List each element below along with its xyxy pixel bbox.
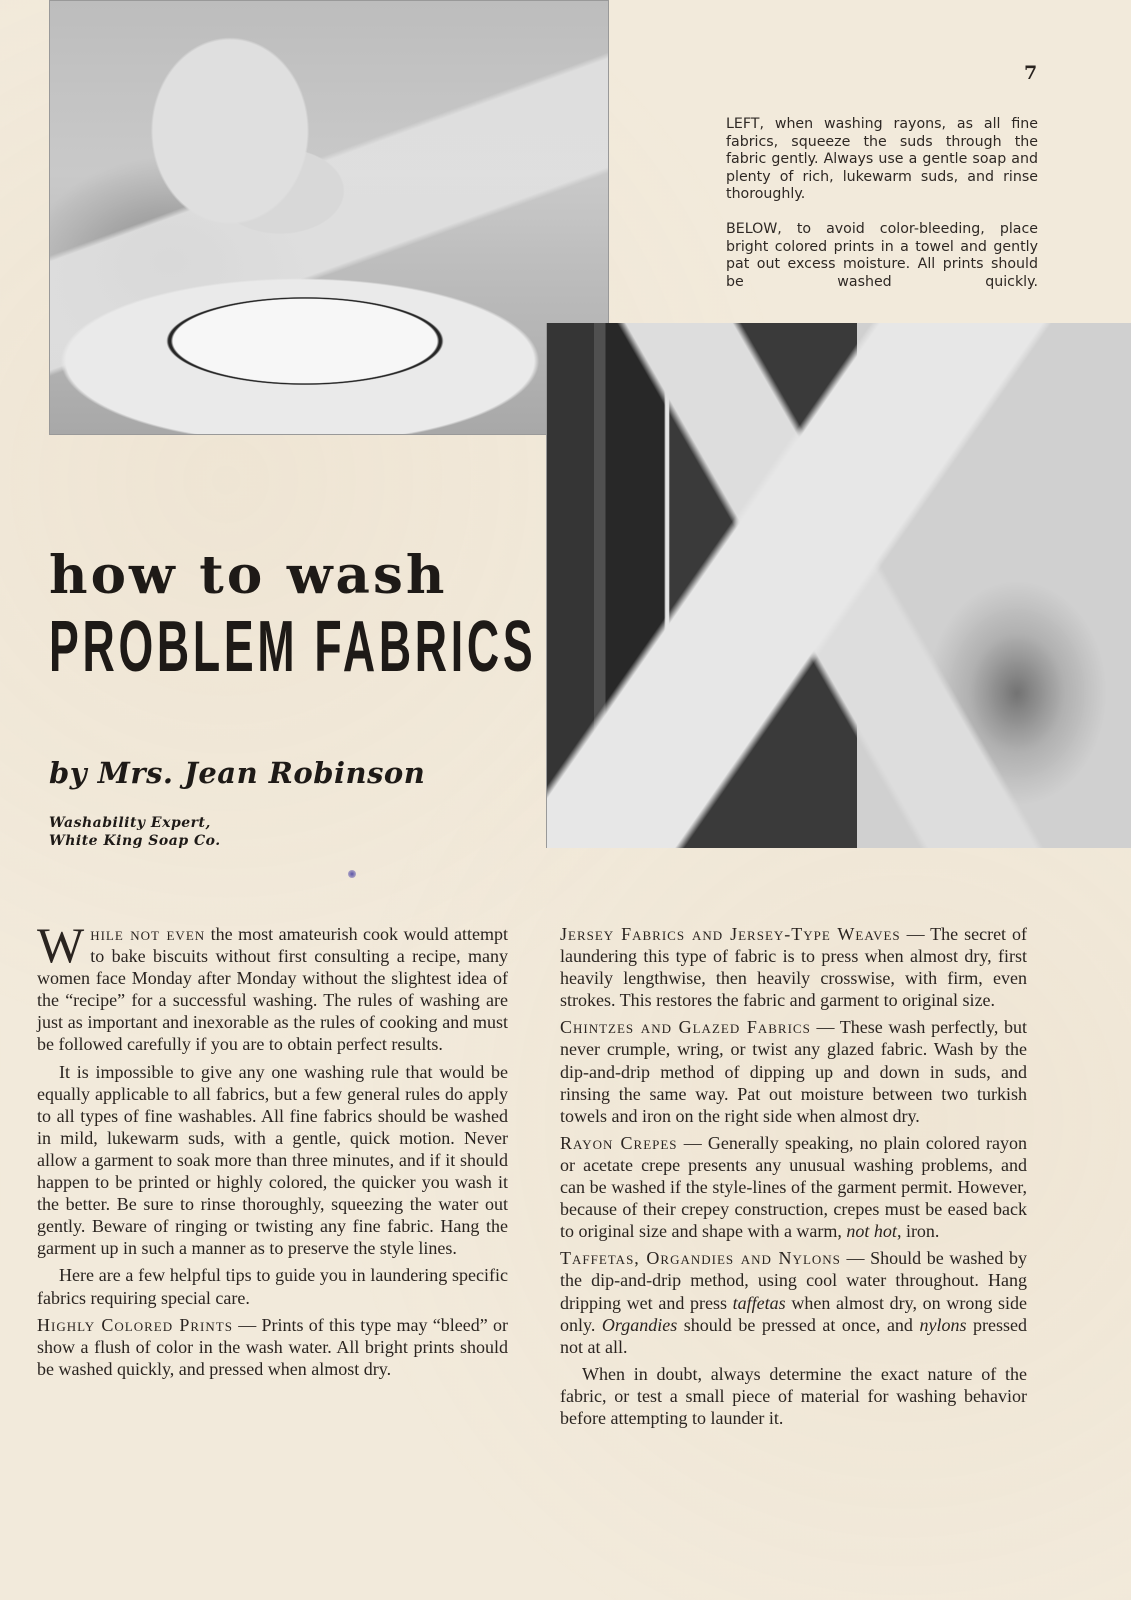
section-rayon-crepes: Rayon Crepes — Generally speaking, no plain colored rayon or acetate crepe presents any unusual washing problems, and can be washed if the style-lines of the garment permit. However, because of their crepey construction, crepes must be eased back to original size and shape with a warm, not hot, iron. bbox=[560, 1132, 1027, 1242]
paragraph-conclusion: When in doubt, always determine the exact nature of the fabric, or test a small piece of material for washing behavior before attempting to launder it. bbox=[560, 1363, 1027, 1428]
drop-cap: W bbox=[37, 917, 85, 973]
byline: by Mrs. Jean Robinson bbox=[49, 756, 426, 790]
section-heading: Chintzes and Glazed Fabrics bbox=[560, 1017, 811, 1038]
page-number: 7 bbox=[1024, 62, 1038, 84]
lead-in: hile not even bbox=[90, 924, 206, 944]
caption-left: LEFT, when washing rayons, as all fine fabrics, squeeze the suds through the fabric gently. Always use a gentle soap and plenty of rich, lukewarm suds, and rinse thoroughly. bbox=[726, 116, 1038, 203]
paragraph: While not even the most amateurish cook would attempt to bake biscuits without first consulting a recipe, many women face Monday after Monday without the slightest idea of the “recipe” for a successful washing. The rules of washing are just as important and inexorable as the rules of cooking and must be followed carefully if you are to obtain perfect results. bbox=[37, 917, 508, 1055]
body-column-left bbox=[37, 917, 508, 1385]
author-title-line-2: White King Soap Co. bbox=[49, 833, 221, 849]
photo-captions bbox=[726, 116, 1038, 291]
article-title bbox=[49, 545, 835, 687]
title-line-2: PROBLEM FABRICS bbox=[49, 607, 537, 687]
author-title bbox=[49, 814, 221, 850]
paragraph: It is impossible to give any one washing rule that would be equally applicable to all fabrics, but a few general rules do apply to all types of fine washables. All fine fabrics should be washed in mild, lukewarm suds, with a gentle, quick motion. Never allow a garment to soak more than three minutes, and if it should happen to be printed or highly colored, the quicker you wash it the better. Be sure to rinse thoroughly, squeezing the water out gently. Beware of ringing or twisting any fine fabric. Hang the garment up in such a manner as to preserve the style lines. bbox=[37, 1061, 508, 1259]
paragraph: Here are a few helpful tips to guide you in laundering specific fabrics requiring special care. bbox=[37, 1265, 508, 1308]
section-heading: Jersey Fabrics and Jersey-Type Weaves bbox=[560, 924, 901, 944]
title-line-1: how to wash bbox=[49, 545, 448, 606]
section-taffetas: Taffetas, Organdies and Nylons — Should be washed by the dip-and-drip method, using cool water throughout. Hang dripping wet and press taffetas when almost dry, on wrong side only. Organdies should be pressed at once, and nylons pressed not at all. bbox=[560, 1248, 1028, 1357]
section-heading: Highly Colored Prints bbox=[37, 1314, 233, 1335]
section-highly-colored-prints: Highly Colored Prints — Prints of this type may “bleed” or show a flush of color in the wash water. All bright prints should be washed quickly, and pressed when almost dry. bbox=[37, 1314, 508, 1379]
section-jersey-fabrics: Jersey Fabrics and Jersey-Type Weaves — The secret of laundering this type of fabric is to press when almost dry, first heavily lengthwise, then heavily crosswise, with firm, even strokes. This restores the fabric and garment to original size. bbox=[560, 924, 1027, 1011]
author-title-line-1: Washability Expert, bbox=[49, 815, 211, 831]
caption-below: BELOW, to avoid color-bleeding, place bright colored prints in a towel and gently pat out excess moisture. All prints should be washed quickly. bbox=[726, 220, 1038, 290]
section-chintzes: Chintzes and Glazed Fabrics — These wash perfectly, but never crumple, wring, or twist any glazed fabric. Wash by the dip-and-drip method of dipping up and down in suds, and rinsing the same way. Pat out moisture between two turkish towels and iron on the right side when almost dry. bbox=[560, 1017, 1028, 1126]
ink-spot bbox=[348, 870, 356, 878]
section-heading: Rayon Crepes bbox=[560, 1132, 678, 1153]
section-heading: Taffetas, Organdies and Nylons bbox=[560, 1248, 841, 1269]
body-column-right bbox=[560, 923, 1027, 1434]
photo-washing-rayon bbox=[49, 0, 609, 435]
